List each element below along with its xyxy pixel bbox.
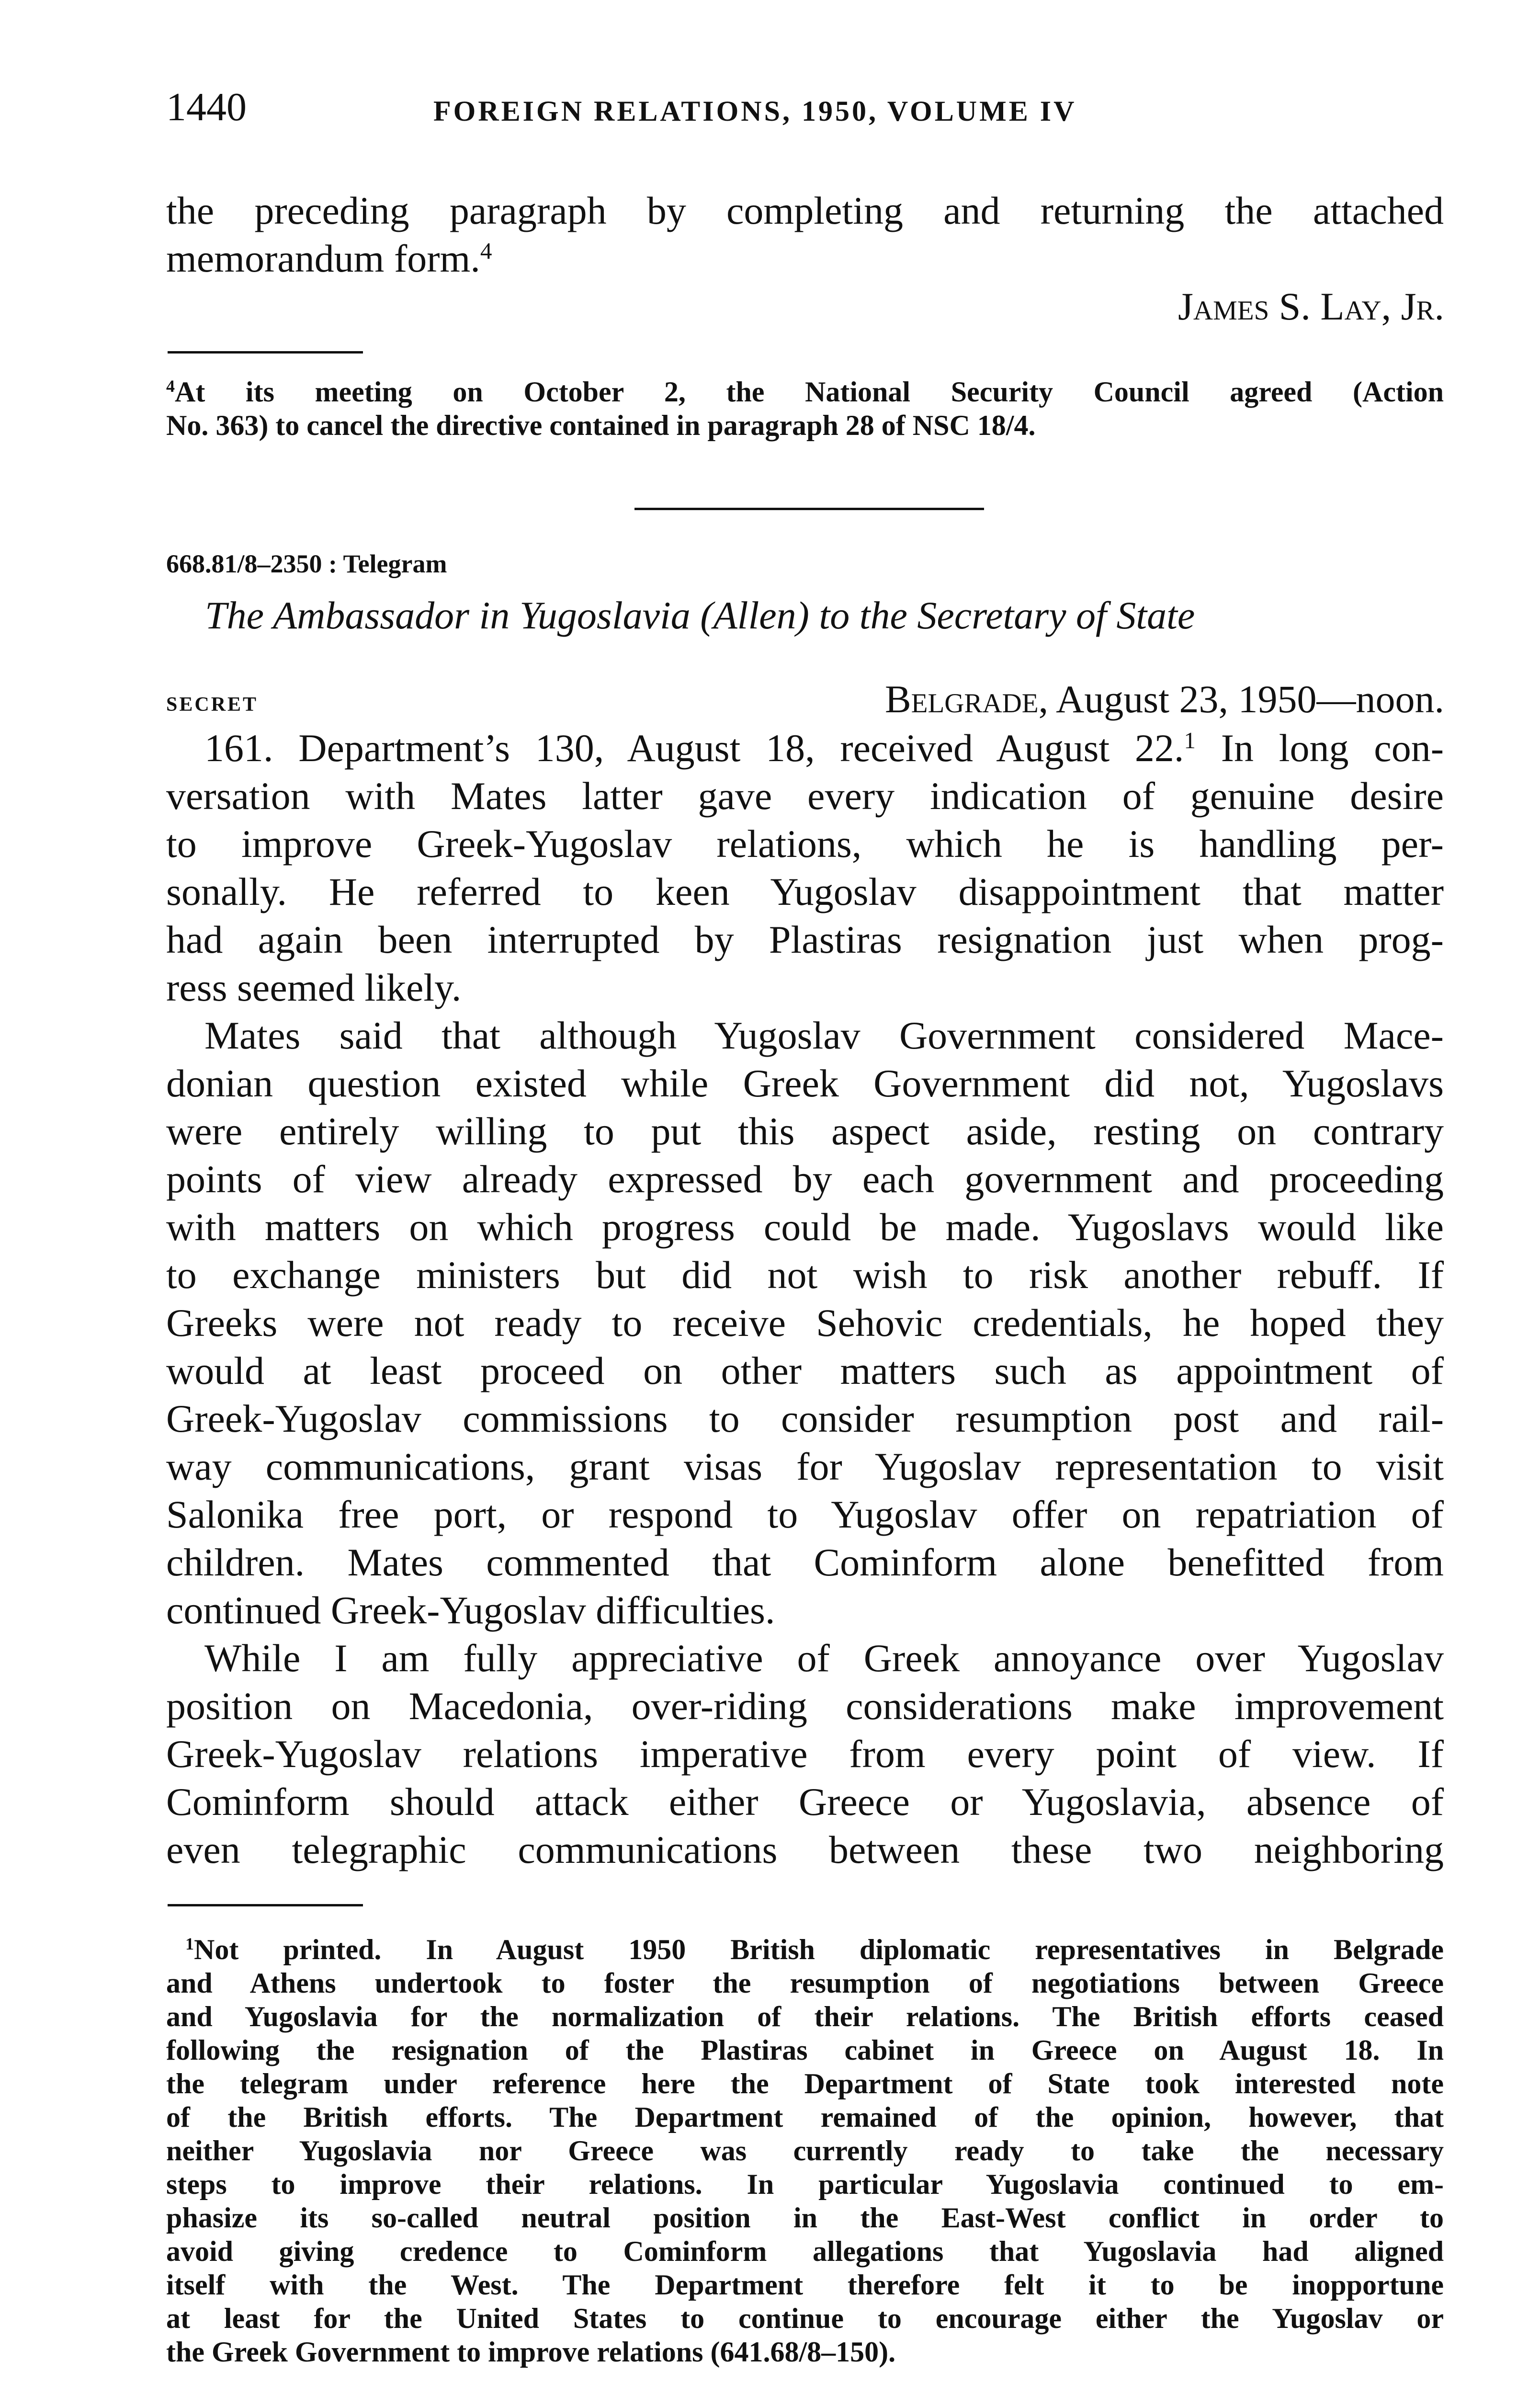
body-text-line: Greek-Yugoslav commissions to consider resumption post and rail-: [166, 1397, 1444, 1440]
footnote-line: the telegram under reference here the Department of State took interested note: [166, 2068, 1444, 2099]
footnote-line: steps to improve their relations. In particular Yugoslavia continued to em-: [166, 2168, 1444, 2200]
body-text-line: Greek-Yugoslav relations imperative from every point of view. If: [166, 1732, 1444, 1776]
page-number: 1440: [166, 85, 247, 129]
file-number: 668.81/8–2350 : Telegram: [166, 549, 447, 578]
body-text-line: children. Mates commented that Cominform alone benefitted from: [166, 1540, 1444, 1584]
body-text-line: While I am fully appreciative of Greek annoyance over Yugoslav: [204, 1636, 1444, 1680]
footnote-line: following the resignation of the Plastiras cabinet in Greece on August 18. In: [166, 2034, 1444, 2066]
body-text-line: even telegraphic communications between these two neighboring: [166, 1828, 1444, 1871]
document-separator: [634, 508, 984, 510]
footnote-line: and Yugoslavia for the normalization of their relations. The British efforts ceased: [166, 2001, 1444, 2032]
dateline: [885, 675, 1444, 723]
body-text-line: points of view already expressed by each government and proceeding: [166, 1157, 1444, 1201]
body-text-line: Mates said that although Yugoslav Government considered Mace-: [204, 1014, 1444, 1057]
body-text-line: way communications, grant visas for Yugoslav representation to visit: [166, 1445, 1444, 1488]
body-text-line: Greeks were not ready to receive Sehovic credentials, he hoped they: [166, 1301, 1444, 1345]
footnote-line: the Greek Government to improve relations (641.68/8–150).: [166, 2336, 896, 2368]
footnote-marker: 1: [185, 1934, 194, 1954]
body-text-line: the preceding paragraph by completing and returning the attached: [166, 189, 1444, 232]
body-text-line: sonally. He referred to keen Yugoslav disappointment that matter: [166, 870, 1444, 913]
body-text-line: had again been interrupted by Plastiras resignation just when prog-: [166, 918, 1444, 961]
footnote-divider: [168, 351, 363, 354]
body-text-line: were entirely willing to put this aspect aside, resting on contrary: [166, 1109, 1444, 1153]
signature: James S. Lay, Jr.: [1178, 285, 1444, 328]
footnote-divider: [168, 1904, 363, 1906]
footnote-line: No. 363) to cancel the directive contained in paragraph 28 of NSC 18/4.: [166, 410, 1036, 441]
footnote-reference[interactable]: 1: [1184, 727, 1196, 753]
document-title: The Ambassador in Yugoslavia (Allen) to the Secretary of State: [205, 593, 1195, 637]
footnote-marker: 4: [166, 376, 175, 396]
body-text-line: to exchange ministers but did not wish to risk another rebuff. If: [166, 1253, 1444, 1297]
footnote-line: neither Yugoslavia nor Greece was currently ready to take the necessary: [166, 2135, 1444, 2167]
footnote-line: phasize its so-called neutral position in the East-West conflict in order to: [166, 2202, 1444, 2234]
footnote-line: $^1$Not printed. In August 1950 British diplomatic representatives in Belgrade: [185, 1934, 1444, 1965]
date: August 23, 1950—noon.: [1056, 677, 1444, 721]
body-text-line: with matters on which progress could be made. Yugoslavs would like: [166, 1205, 1444, 1249]
place: Belgrade,: [884, 677, 1049, 721]
footnote-reference[interactable]: 4: [480, 237, 492, 264]
body-text-line: position on Macedonia, over-riding considerations make improvement: [166, 1684, 1444, 1728]
classification: secret: [166, 685, 259, 717]
footnote-line: and Athens undertook to foster the resumption of negotiations between Greece: [166, 1967, 1444, 1999]
body-text-line: 161. Department’s 130, August 18, received August 22.$^1$ In long con-: [204, 726, 1444, 770]
footnote-line: $^4$At its meeting on October 2, the National Security Council agreed (Action: [166, 376, 1444, 408]
footnote-line: avoid giving credence to Cominform allegations that Yugoslavia had aligned: [166, 2235, 1444, 2267]
footnote-line: itself with the West. The Department therefore felt it to be inopportune: [166, 2269, 1444, 2301]
footnote-line: at least for the United States to continue to encourage either the Yugoslav or: [166, 2303, 1444, 2334]
body-text-line: versation with Mates latter gave every indication of genuine desire: [166, 774, 1444, 818]
running-title: FOREIGN RELATIONS, 1950, VOLUME IV: [433, 95, 1077, 127]
body-text-line: donian question existed while Greek Government did not, Yugoslavs: [166, 1061, 1444, 1105]
body-text-line: to improve Greek-Yugoslav relations, which he is handling per-: [166, 822, 1444, 866]
body-text-line: would at least proceed on other matters such as appointment of: [166, 1349, 1444, 1392]
body-text-line: ress seemed likely.: [166, 966, 462, 1009]
body-text-line: Salonika free port, or respond to Yugoslav offer on repatriation of: [166, 1493, 1444, 1536]
footnote-line: of the British efforts. The Department remained of the opinion, however, that: [166, 2101, 1444, 2133]
body-text-line: memorandum form.$^4$: [166, 237, 492, 280]
body-text-line: continued Greek-Yugoslav difficulties.: [166, 1588, 775, 1632]
body-text-line: Cominform should attack either Greece or Yugoslavia, absence of: [166, 1780, 1444, 1824]
